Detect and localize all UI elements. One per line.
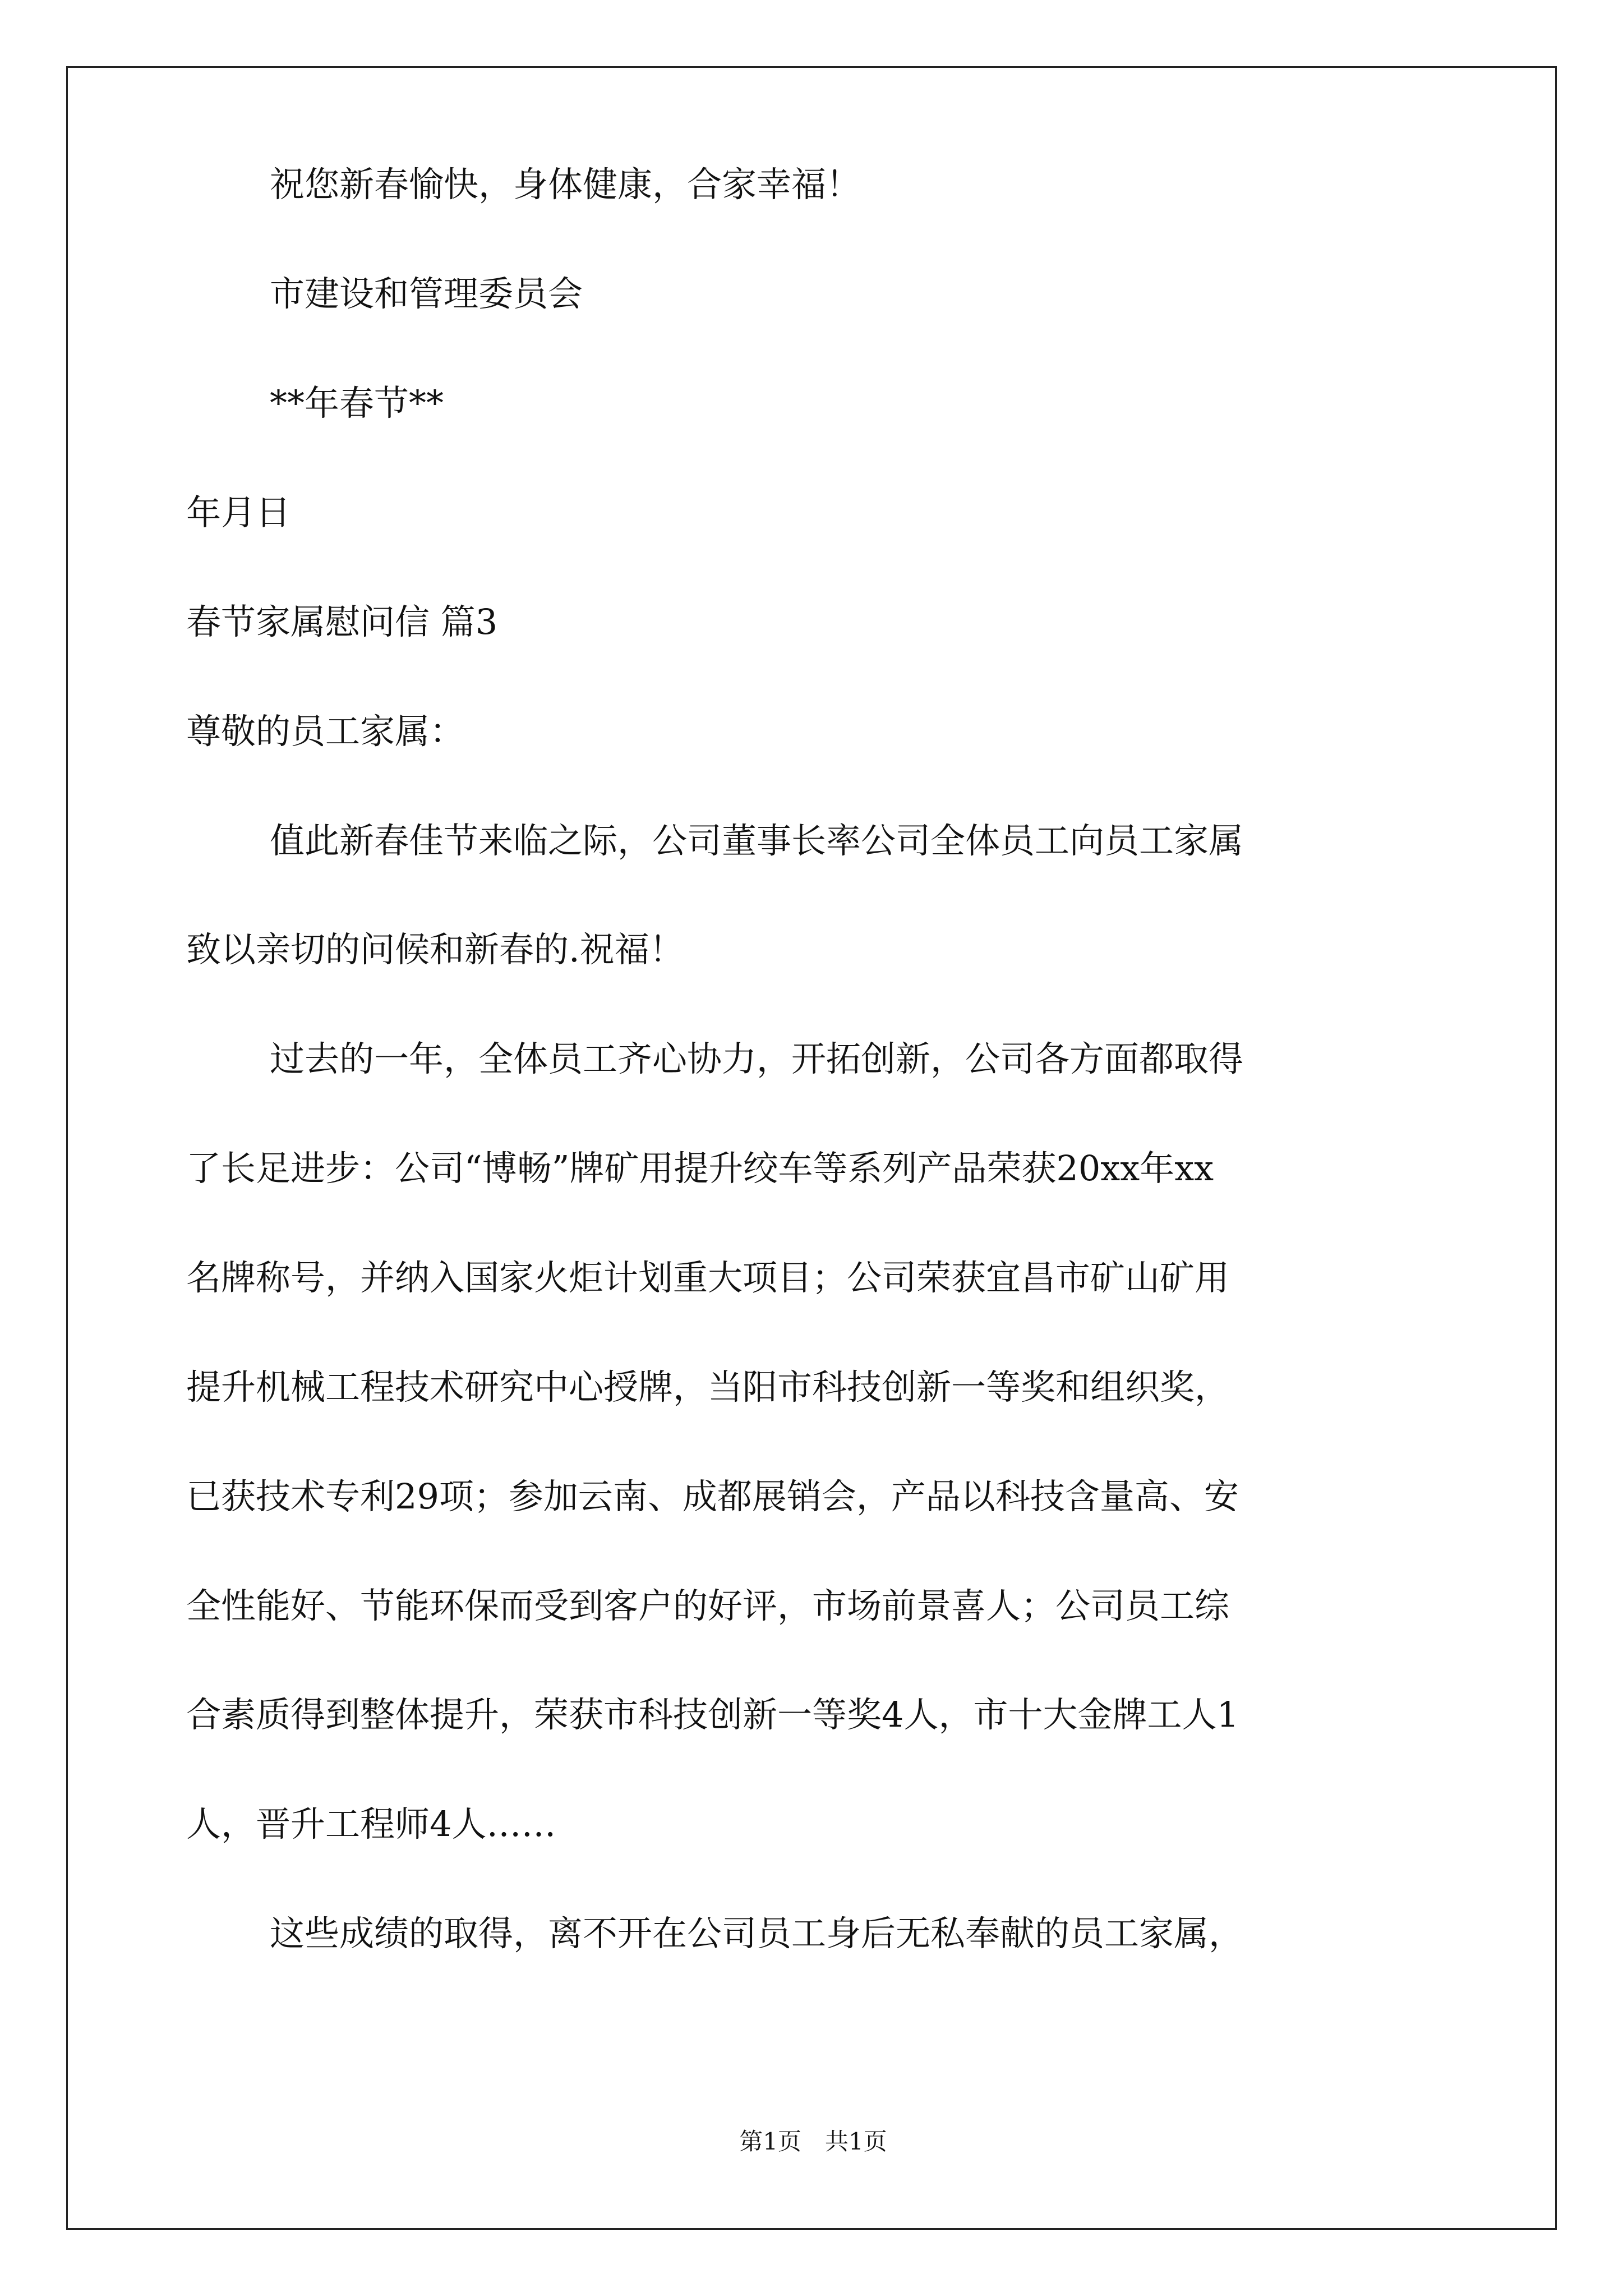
page-number-footer: 第1页 共1页: [739, 2128, 887, 2155]
paragraph-line: 名牌称号，并纳入国家火炬计划重大项目；公司荣获宜昌市矿山矿用: [186, 1257, 1230, 1298]
paragraph-line: 过去的一年，全体员工齐心协力，开拓创新，公司各方面都取得: [270, 1038, 1244, 1079]
paragraph-line: 全性能好、节能环保而受到客户的好评，市场前景喜人；公司员工综: [186, 1585, 1230, 1626]
salutation: 尊敬的员工家属：: [186, 711, 465, 752]
section-heading: 春节家属慰问信 篇3: [186, 601, 498, 642]
paragraph-line: 这些成绩的取得，离不开在公司员工身后无私奉献的员工家属，: [270, 1913, 1244, 1954]
signature-organization: 市建设和管理委员会: [270, 273, 583, 314]
paragraph-line: 合素质得到整体提升，荣获市科技创新一等奖4人，市十大金牌工人1: [186, 1694, 1239, 1735]
page-frame: [66, 66, 1557, 2230]
paragraph-line: 已获技术专利29项；参加云南、成都展销会，产品以科技含量高、安: [186, 1476, 1239, 1517]
closing-wish-line: 祝您新春愉快，身体健康，合家幸福！: [270, 164, 861, 205]
date-placeholder: 年月日: [186, 492, 291, 533]
paragraph-line: 致以亲切的问候和新春的.祝福！: [186, 929, 684, 970]
paragraph-line: 值此新春佳节来临之际，公司董事长率公司全体员工向员工家属: [270, 820, 1244, 861]
signature-date-line: **年春节**: [270, 383, 444, 424]
paragraph-line: 了长足进步：公司“博畅”牌矿用提升绞车等系列产品荣获20xx年xx: [186, 1148, 1214, 1189]
paragraph-line: 人，晋升工程师4人……: [186, 1803, 556, 1844]
paragraph-line: 提升机械工程技术研究中心授牌，当阳市科技创新一等奖和组织奖，: [186, 1366, 1230, 1407]
